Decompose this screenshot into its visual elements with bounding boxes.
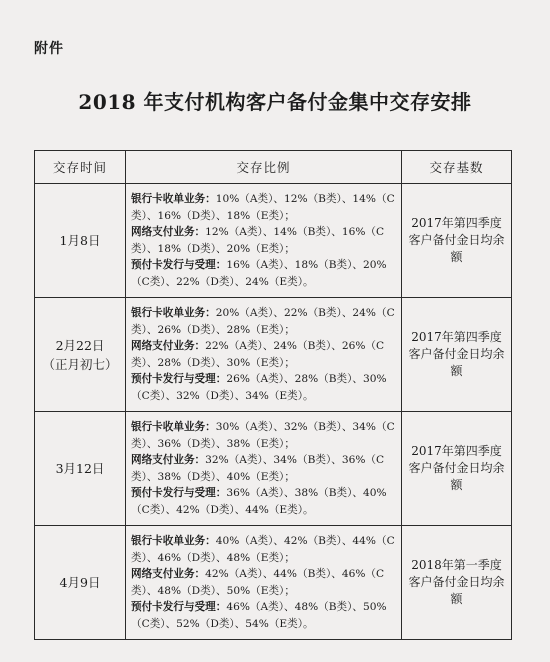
deposit-date-cell bbox=[35, 184, 126, 298]
deposit-base-cell: 2017年第四季度客户备付金日均余额 bbox=[402, 184, 512, 298]
ratio-category: 预付卡发行与受理： bbox=[131, 373, 227, 385]
deposit-ratio-cell bbox=[126, 298, 402, 412]
deposit-date-cell bbox=[35, 526, 126, 640]
ratio-category: 网络支付业务： bbox=[131, 568, 206, 580]
ratio-line bbox=[131, 338, 397, 371]
ratio-category: 银行卡收单业务： bbox=[131, 535, 216, 547]
ratio-category: 银行卡收单业务： bbox=[131, 307, 216, 319]
deposit-date-cell bbox=[35, 412, 126, 526]
deposit-date: 2月22日 bbox=[55, 337, 105, 353]
header-deposit-base: 交存基数 bbox=[402, 151, 512, 184]
deposit-base-cell: 2017年第四季度客户备付金日均余额 bbox=[402, 298, 512, 412]
ratio-line bbox=[131, 599, 397, 632]
deposit-ratio-cell bbox=[126, 526, 402, 640]
ratio-values: 30%（A类）、32%（B类）、34%（C类）、36%（D类）、38%（E类）； bbox=[131, 421, 395, 450]
table-header-row bbox=[35, 151, 512, 184]
header-deposit-time: 交存时间 bbox=[35, 151, 126, 184]
ratio-line bbox=[131, 566, 397, 599]
ratio-values: 42%（A类）、44%（B类）、46%（C类）、48%（D类）、50%（E类）； bbox=[131, 568, 385, 597]
deposit-date-cell bbox=[35, 298, 126, 412]
deposit-schedule-table bbox=[34, 150, 512, 640]
ratio-values: 46%（A类）、48%（B类）、50%（C类）、52%（D类）、54%（E类）。 bbox=[131, 601, 387, 630]
ratio-line bbox=[131, 533, 397, 566]
ratio-values: 22%（A类）、24%（B类）、26%（C类）、28%（D类）、30%（E类）； bbox=[131, 340, 385, 369]
deposit-date: 4月9日 bbox=[59, 575, 101, 590]
ratio-category: 网络支付业务： bbox=[131, 226, 206, 238]
ratio-line bbox=[131, 191, 397, 224]
document-title: 2018 年支付机构客户备付金集中交存安排 bbox=[78, 90, 472, 114]
ratio-category: 预付卡发行与受理： bbox=[131, 259, 227, 271]
ratio-category: 预付卡发行与受理： bbox=[131, 601, 227, 613]
ratio-values: 36%（A类）、38%（B类）、40%（C类）、42%（D类）、44%（E类）。 bbox=[131, 487, 387, 516]
ratio-category: 银行卡收单业务： bbox=[131, 193, 216, 205]
ratio-values: 12%（A类）、14%（B类）、16%（C类）、18%（D类）、20%（E类）； bbox=[131, 226, 385, 255]
ratio-category: 预付卡发行与受理： bbox=[131, 487, 227, 499]
table-row bbox=[35, 184, 512, 298]
ratio-category: 网络支付业务： bbox=[131, 454, 206, 466]
ratio-values: 16%（A类）、18%（B类）、20%（C类）、22%（D类）、24%（E类）。 bbox=[131, 259, 387, 288]
ratio-values: 20%（A类）、22%（B类）、24%（C类）、26%（D类）、28%（E类）； bbox=[131, 307, 395, 336]
deposit-date-note: （正月初七） bbox=[42, 356, 118, 372]
ratio-line bbox=[131, 452, 397, 485]
ratio-category: 银行卡收单业务： bbox=[131, 421, 216, 433]
ratio-values: 26%（A类）、28%（B类）、30%（C类）、32%（D类）、34%（E类）。 bbox=[131, 373, 387, 402]
deposit-ratio-cell bbox=[126, 184, 402, 298]
deposit-base-cell: 2018年第一季度客户备付金日均余额 bbox=[402, 526, 512, 640]
ratio-line bbox=[131, 485, 397, 518]
table-row bbox=[35, 412, 512, 526]
ratio-line bbox=[131, 371, 397, 404]
table-row bbox=[35, 526, 512, 640]
header-deposit-ratio: 交存比例 bbox=[126, 151, 402, 184]
ratio-line bbox=[131, 305, 397, 338]
deposit-ratio-cell bbox=[126, 412, 402, 526]
ratio-category: 网络支付业务： bbox=[131, 340, 206, 352]
annex-label: 附件 bbox=[34, 41, 64, 57]
table-row bbox=[35, 298, 512, 412]
ratio-values: 10%（A类）、12%（B类）、14%（C类）、16%（D类）、18%（E类）； bbox=[131, 193, 395, 222]
ratio-values: 32%（A类）、34%（B类）、36%（C类）、38%（D类）、40%（E类）； bbox=[131, 454, 385, 483]
ratio-line bbox=[131, 257, 397, 290]
ratio-line bbox=[131, 224, 397, 257]
ratio-line bbox=[131, 419, 397, 452]
deposit-date: 3月12日 bbox=[55, 461, 105, 476]
ratio-values: 40%（A类）、42%（B类）、44%（C类）、46%（D类）、48%（E类）； bbox=[131, 535, 395, 564]
deposit-date: 1月8日 bbox=[59, 233, 101, 248]
deposit-base-cell: 2017年第四季度客户备付金日均余额 bbox=[402, 412, 512, 526]
